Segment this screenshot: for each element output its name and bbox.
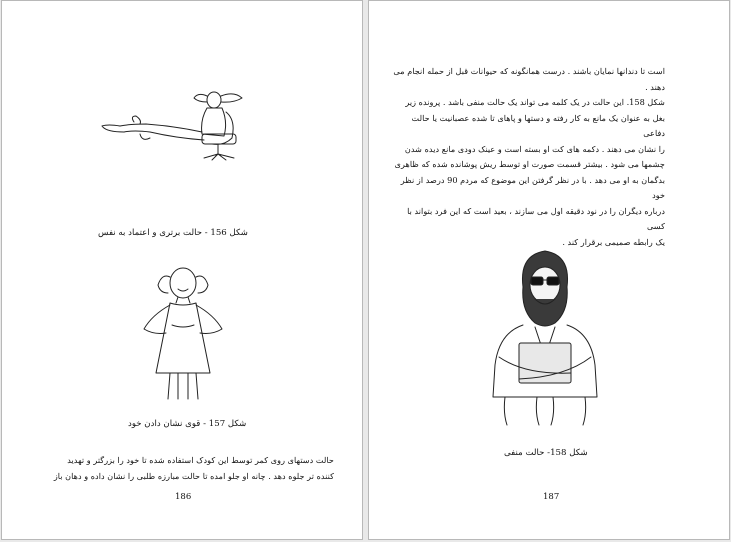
body-line: درباره دیگران را در نود دقیقه اول می سازند ، بعید است که این فرد بتواند با کسی	[407, 205, 665, 231]
figure-156-reclining-man-illustration	[94, 86, 254, 166]
body-line: بدگمان به او می دهد . با در نظر گرفتن این موضوع که مردم 90 درصد از نظر خود	[400, 174, 665, 200]
figure-157-girl-hands-on-hips-illustration	[132, 263, 234, 405]
body-line: کننده تر جلوه دهد . چانه او جلو امده تا حالت مبارزه طلبی را نشان داده و دهان باز	[53, 470, 334, 481]
page-number: 187	[543, 492, 560, 502]
body-line: حالت دستهای روی کمر توسط این کودک استفاده شده تا خود را بزرگتر و تهدید	[67, 455, 334, 465]
body-line: یک رابطه صمیمی برقرار کند .	[562, 236, 665, 247]
body-line: چشمها می شود . بیشتر قسمت صورت او توسط ریش پوشانده شده که ظاهری	[394, 159, 665, 169]
right-page-body-text	[393, 64, 665, 250]
left-page	[1, 0, 363, 540]
right-page	[368, 0, 730, 540]
left-page-body-text	[32, 453, 334, 484]
figure-156-caption: شکل 156 - حالت برتری و اعتماد به نفس	[98, 228, 248, 238]
figure-157-caption: شکل 157 - قوی نشان دادن خود	[128, 419, 247, 429]
body-line: دهند .	[645, 81, 665, 92]
figure-158-caption: شکل 158- حالت منفی	[504, 448, 588, 458]
figure-158-bearded-man-with-folder-illustration	[485, 247, 605, 427]
body-line: شکل 158. این حالت در یک کلمه می تواند یک حالت منفی باشد . پرونده زیر	[405, 97, 665, 107]
page-number: 186	[175, 492, 192, 502]
body-line: بغل به عنوان یک مانع به کار رفته و دستها و پاهای تا شده عصبانیت یا حالت دفاعی	[411, 112, 665, 138]
body-line: را نشان می دهند . دکمه های کت او بسته است و عینک دودی مانع دیده شدن	[404, 143, 665, 154]
body-line: است تا دندانها نمایان باشند . درست همانگونه که حیوانات قبل از حمله انجام می	[393, 66, 665, 76]
